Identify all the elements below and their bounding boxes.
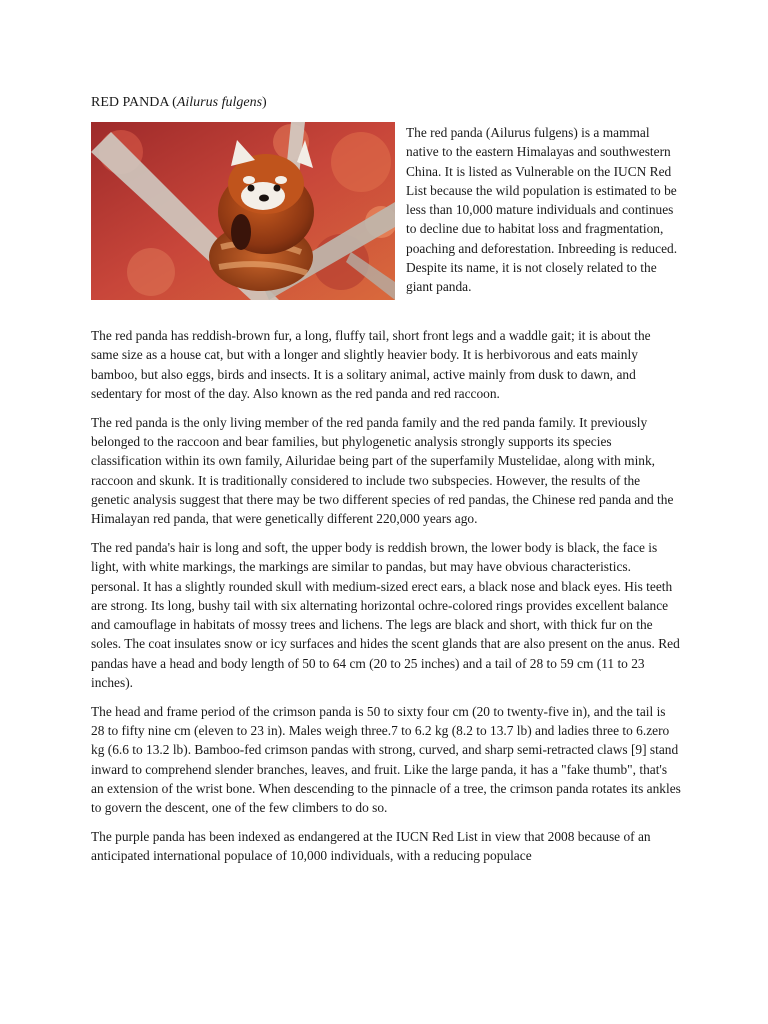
document-title xyxy=(91,93,267,112)
paragraph: The red panda is the only living member of the red panda family and the red panda family. It previously belonged to the raccoon and bear families, but phylogenetic analysis strongly supports its species classification within its own family, Ailuridae being part of the superfamily Mustelidae, along with mink, raccoon and skunk. It is traditionally considered to include two subspecies. However, the results of the genetic analysis suggest that there may be two different species of red pandas, the Chinese red panda and the Himalayan red panda, that were genetically different 220,000 years ago. xyxy=(91,414,674,527)
title-latin-name: Ailurus fulgens xyxy=(176,95,263,110)
title-close-paren: ) xyxy=(262,95,267,110)
paragraph: The purple panda has been indexed as endangered at the IUCN Red List in view that 2008 because of an anticipated international populace of 10,000 individuals, with a reducing populace xyxy=(91,829,651,864)
paragraph: The red panda has reddish-brown fur, a long, fluffy tail, short front legs and a waddle gait; it is about the same size as a house cat, but with a longer and slightly heavier body. It is herbivorous and eats mainly bamboo, but also eggs, birds and insects. It is a solitary animal, active mainly from dusk to dawn, and sedentary for most of the day. Also known as the red panda and red raccoon. xyxy=(91,328,651,401)
paragraph: The head and frame period of the crimson panda is 50 to sixty four cm (20 to twenty-five in), and the tail is 28 to fifty nine cm (eleven to 23 in). Males weigh three.7 to 6.2 kg (8.2 to 13.7 lb) and ladies three to 6.zero kg (6.6 to 13.2 lb). Bamboo-fed crimson pandas with strong, curved, and sharp semi-retracted claws [9] stand inward to comprehend slender branches, leaves, and fruit. Like the large panda, it has a "fake thumb", that's an extension of the wrist bone. When descending to the pinnacle of a tree, the crimson panda rotates its ankles to govern the descent, one of the few climbers to do so. xyxy=(91,703,681,816)
red-panda-photo xyxy=(91,122,395,300)
intro-paragraph: The red panda (Ailurus fulgens) is a mammal native to the eastern Himalayas and southwestern China. It is listed as Vulnerable on the IUCN Red List because the wild population is estimated to be less than 10,000 mature individuals and continues to decline due to habitat loss and fragmentation, poaching and deforestation. Inbreeding is reduced. Despite its name, it is not closely related to the giant panda. xyxy=(406,125,678,295)
article-body xyxy=(91,326,681,875)
title-open-paren: ( xyxy=(168,95,177,110)
title-main: RED PANDA xyxy=(91,95,169,110)
paragraph: The red panda's hair is long and soft, the upper body is reddish brown, the lower body is black, the face is light, with white markings, the markings are similar to pandas, but may have obvious characteristics. personal. It has a slightly rounded skull with medium-sized erect ears, a black nose and black eyes. His teeth are strong. Its long, bushy tail with six alternating horizontal ochre-colored rings provides excellent balance and camouflage in habitats of mossy trees and lichens. The legs are black and short, with thick fur on the soles. The coat insulates snow or icy surfaces and hides the scent glands that are also present on the anus. Red pandas have a head and body length of 50 to 64 cm (20 to 25 inches) and a tail of 28 to 59 cm (11 to 23 inches). xyxy=(91,539,680,691)
